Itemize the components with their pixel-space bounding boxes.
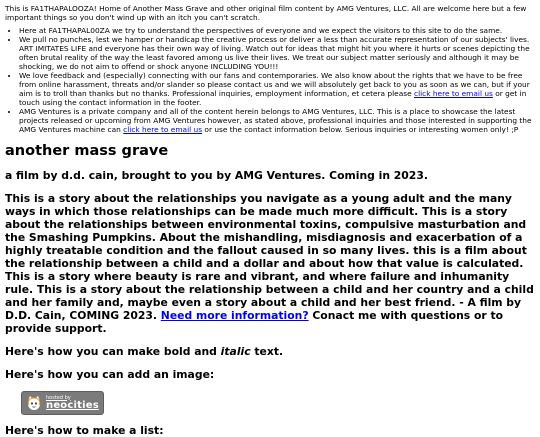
notes-list: [5, 26, 535, 134]
email-link[interactable]: click here to email us: [123, 125, 203, 134]
image-example-heading: Here's how you can add an image:: [5, 368, 215, 381]
intro-text: This is FA1THAPALOOZA! Home of Another Mass Grave and other original film content by AMG Ventures, LLC. All are welcome here but a few important things so you don't wind up with an itch you can't scratch.: [5, 4, 527, 22]
italic-example-text: italic: [220, 345, 251, 358]
story-paragraph: [5, 192, 535, 335]
neocities-badge[interactable]: [21, 391, 104, 415]
note-text: Here at FA1THAPAL00ZA we try to understand the perspectives of everyone and we expect the visitors to this site to do the same.: [19, 26, 503, 35]
list-item: [19, 26, 535, 35]
email-link[interactable]: click here to email us: [414, 89, 493, 98]
bold-example-text: Here's how you can make bold and: [5, 345, 221, 358]
neocities-cat-icon: [26, 395, 42, 411]
note-text: or get in touch using the contact information in the footer.: [19, 89, 527, 107]
story-text: This is a story about the relationships you navigate as a young adult and the many ways in which those relationships can be made much more difficult. This is a story about the relationships between environmental toxins, compulsive masturbation and the Smashing Pumpkins. About the mishandling, misdiagnosis and exacerbation of a highly treatable condition and the fallout caused in so many lives. this is a film about the relationship between a child and a dollar and about how that value is calculated. This is a story where beauty is rare and vibrant, and where failure and inhumanity rule. This is a story about the relationship between a child and her country and a child and her family and, maybe even a story about a child and her best friend. - A film by D.D. Cain, COMING 2023.: [5, 192, 534, 322]
note-text: AMG Ventures is a private company and all of the content herein belongs to AMG Ventures, LLC. This is a place to showcase the latest projects released or upcoming from AMG Ventures however, as stated above, professional inquiries and those interested in supporting the AMG Ventures machine can: [19, 107, 532, 134]
list-item: [19, 107, 535, 134]
note-text: We love feedback and (especially) connecting with our fans and contemporaries. We also know about the rights that we have to be free from online harassment, threats and/or slander so please contact us and we will absolutely get back to you as soon as we can, but if your aim is to troll than thanks but no thanks. Professional inquiries, employment information, et cetera please: [19, 71, 530, 98]
more-info-link[interactable]: Need more information?: [160, 309, 309, 322]
note-text: We pull no punches, lest we hamper or handicap the creative process or deliver a less than accurate representation of our subjects' lives. ART IMITATES LIFE and everyone has their own way of living. Watch out for ideas that might hit you where it hurts or scenes depicting the often brutal reality of the way the least favored among us live their lives. We treat our subject matter seriously and although it may be shocking, we do not aim to offend or shock anyone INCLUDING YOU!!!: [19, 35, 530, 71]
list-example-heading: Here's how to make a list:: [5, 424, 164, 437]
badge-text: [46, 396, 99, 411]
film-subtitle: a film by d.d. cain, brought to you by AMG Ventures. Coming in 2023.: [5, 169, 428, 182]
list-item: [19, 35, 535, 71]
note-text: or use the contact information below. Serious inquiries or interesting women only! ;P: [202, 125, 519, 134]
list-item: [19, 71, 535, 107]
bold-example-end: text.: [250, 345, 284, 358]
badge-neocities: neocities: [46, 399, 99, 411]
page-title: another mass grave: [5, 143, 169, 159]
story-contact-text: Conact me with questions or to provide support.: [5, 309, 504, 335]
bold-italic-example: [5, 345, 535, 358]
badge-hosted-by: hosted by: [46, 394, 71, 401]
